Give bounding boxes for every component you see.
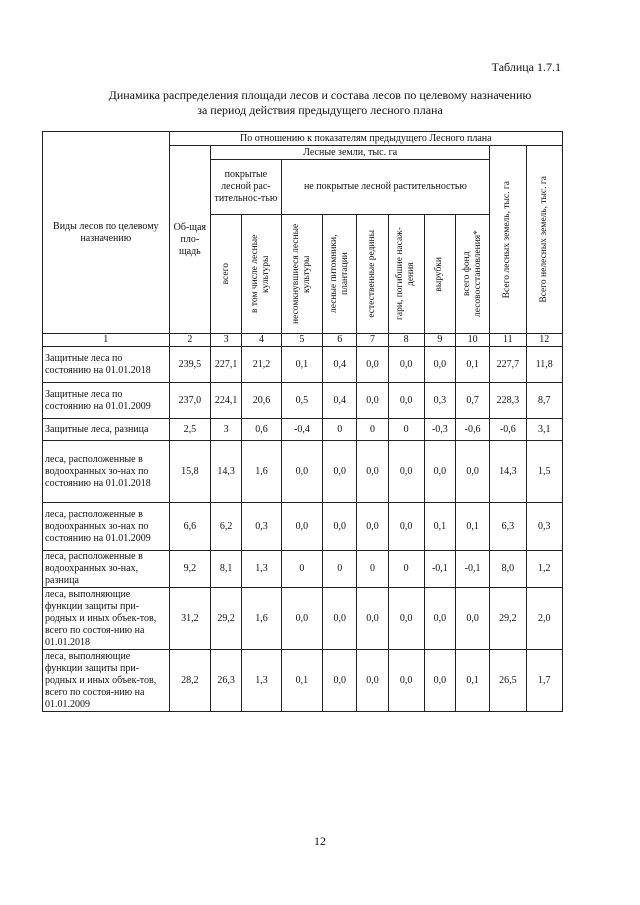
header-nurseries: лесные питомники, плантации [323,215,357,334]
table-cell: 237,0 [169,383,211,419]
table-cell: 8,1 [211,551,242,588]
table-cell: 0,7 [455,383,489,419]
column-number: 1 [43,334,170,347]
table-cell: 8,0 [490,551,526,588]
table-cell: 0,4 [323,383,357,419]
table-cell: 0,0 [424,347,455,383]
column-number: 5 [281,334,323,347]
row-label: леса, расположенные в водоохранных зо-нах по состоянию на 01.01.2009 [43,503,170,551]
table-cell: 0,1 [281,347,323,383]
table-cell: -0,6 [490,419,526,441]
table-cell: 6,6 [169,503,211,551]
row-label: Защитные леса по состоянию на 01.01.2018 [43,347,170,383]
table-cell: 0,0 [388,347,424,383]
title-line-2: за период действия предыдущего лесного плана [197,103,443,117]
table-cell: 0,0 [388,650,424,712]
table-cell: 1,3 [242,551,281,588]
header-reforestation-fund: всего фонд лесовосстановления* [455,215,489,334]
table-cell: 227,7 [490,347,526,383]
header-total-forest-lands: Всего лесных земель, тыс. га [490,146,526,334]
row-label: Защитные леса по состоянию на 01.01.2009 [43,383,170,419]
table-cell: 0,0 [323,650,357,712]
header-incl-crops: в том числе лесные культуры [242,215,281,334]
header-clearings: вырубки [424,215,455,334]
table-cell: 0,3 [424,383,455,419]
page-number: 12 [314,834,326,848]
column-number: 7 [357,334,388,347]
column-number: 10 [455,334,489,347]
table-cell: 0 [357,551,388,588]
table-cell: 0,3 [242,503,281,551]
column-number: 4 [242,334,281,347]
table-cell: 0,5 [281,383,323,419]
table-cell: 8,7 [526,383,563,419]
table-cell: 0,0 [357,503,388,551]
table-row [43,650,563,712]
table-row [43,347,563,383]
table-row [43,588,563,650]
table-cell: -0,4 [281,419,323,441]
table-cell: 0,0 [455,588,489,650]
table-cell: 0,0 [357,347,388,383]
table-cell: 0,0 [323,441,357,503]
table-cell: 31,2 [169,588,211,650]
table-cell: 0 [388,419,424,441]
header-burnt: гари, погибшие насаж-дения [388,215,424,334]
table-cell: 0 [357,419,388,441]
table-row [43,383,563,419]
forest-distribution-table [42,131,563,712]
table-cell: 1,6 [242,588,281,650]
table-cell: 0,1 [281,650,323,712]
table-cell: 0,0 [281,588,323,650]
table-cell: 14,3 [490,441,526,503]
header-relative-to: По отношению к показателям предыдущего Лесного плана [169,132,562,146]
table-cell: 29,2 [490,588,526,650]
table-cell: 0,3 [526,503,563,551]
table-row [43,419,563,441]
table-cell: 20,6 [242,383,281,419]
column-numbers-row [43,334,563,347]
table-cell: 3 [211,419,242,441]
table-cell: -0,1 [424,551,455,588]
table-cell: 0 [388,551,424,588]
table-cell: 0,0 [455,441,489,503]
table-cell: 26,3 [211,650,242,712]
table-row [43,551,563,588]
table-row [43,441,563,503]
table-cell: 0,0 [281,503,323,551]
column-number: 6 [323,334,357,347]
table-cell: 9,2 [169,551,211,588]
table-cell: 0,4 [323,347,357,383]
table-cell: 3,1 [526,419,563,441]
table-cell: 26,5 [490,650,526,712]
table-row [43,503,563,551]
table-cell: 29,2 [211,588,242,650]
column-number: 8 [388,334,424,347]
table-cell: 2,0 [526,588,563,650]
table-cell: 0,0 [281,441,323,503]
table-cell: 1,3 [242,650,281,712]
table-cell: -0,1 [455,551,489,588]
title-line-1: Динамика распределения площади лесов и состава лесов по целевому назначению [108,88,532,102]
table-cell: 0,0 [388,383,424,419]
table-cell: 11,8 [526,347,563,383]
table-cell: 0,0 [388,588,424,650]
table-cell: 0,1 [455,503,489,551]
table-cell: 14,3 [211,441,242,503]
table-cell: 0,0 [357,650,388,712]
table-label: Таблица 1.7.1 [491,60,561,74]
table-cell: 0,1 [424,503,455,551]
column-number: 12 [526,334,563,347]
header-all: всего [211,215,242,334]
column-number: 11 [490,334,526,347]
table-cell: 0,0 [424,650,455,712]
table-cell: 21,2 [242,347,281,383]
column-number: 3 [211,334,242,347]
row-label: леса, расположенные в водоохранных зо-нах по состоянию на 01.01.2018 [43,441,170,503]
table-cell: 0,0 [357,588,388,650]
table-cell: 224,1 [211,383,242,419]
table-cell: 6,3 [490,503,526,551]
table-cell: 1,6 [242,441,281,503]
header-forest-lands: Лесные земли, тыс. га [211,146,490,160]
table-cell: -0,6 [455,419,489,441]
column-number: 2 [169,334,211,347]
table-cell: 239,5 [169,347,211,383]
row-label: леса, выполняющие функции защиты при-родных и иных объек-тов, всего по состоя-нию на 01.01.2018 [43,588,170,650]
row-label: леса, расположенные в водоохранных зо-нах, разница [43,551,170,588]
table-cell: 228,3 [490,383,526,419]
header-natural-gaps: естественные редины [357,215,388,334]
table-cell: 1,5 [526,441,563,503]
table-cell: 0,0 [357,383,388,419]
table-cell: 0,0 [323,588,357,650]
table-cell: 0,0 [388,503,424,551]
table-cell: 6,2 [211,503,242,551]
column-number: 9 [424,334,455,347]
row-label: леса, выполняющие функции защиты при-родных и иных объек-тов, всего по состоя-нию на 01.01.2009 [43,650,170,712]
table-cell: 0,0 [357,441,388,503]
table-cell: 0 [323,551,357,588]
header-types: Виды лесов по целевому назначению [43,132,170,334]
header-unclosed-crops: несомкнувшиеся лесные культуры [281,215,323,334]
header-total-nonforest-lands: Всего нелесных земель, тыс. га [526,146,563,334]
table-cell: 0,0 [424,441,455,503]
table-cell: -0,3 [424,419,455,441]
table-cell: 2,5 [169,419,211,441]
table-cell: 0,0 [323,503,357,551]
table-cell: 1,7 [526,650,563,712]
document-title [0,88,640,118]
table-cell: 15,8 [169,441,211,503]
table-cell: 0,1 [455,650,489,712]
table-cell: 0 [323,419,357,441]
table-cell: 0,1 [455,347,489,383]
table-cell: 0,0 [424,588,455,650]
table-cell: 1,2 [526,551,563,588]
header-total-area: Об-щая пло-щадь [169,146,211,334]
row-label: Защитные леса, разница [43,419,170,441]
table-cell: 0,0 [388,441,424,503]
table-cell: 227,1 [211,347,242,383]
table-cell: 0,6 [242,419,281,441]
header-covered: покрытые лесной рас-тительнос-тью [211,160,282,215]
table-cell: 0 [281,551,323,588]
table-cell: 28,2 [169,650,211,712]
header-not-covered: не покрытые лесной растительностью [281,160,490,215]
